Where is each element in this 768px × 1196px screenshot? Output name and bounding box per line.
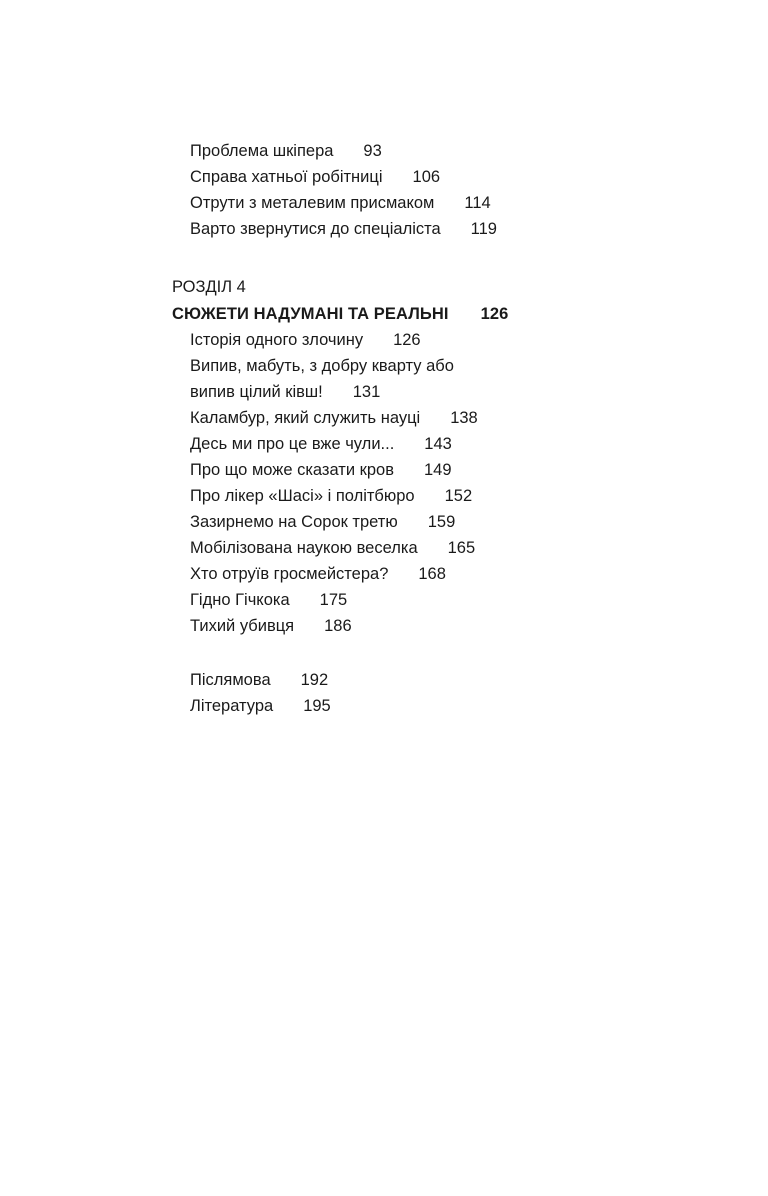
entry-page: 93 [363, 142, 382, 160]
entry-title: Гідно Гічкока [190, 591, 290, 609]
toc-entry[interactable] [190, 405, 478, 431]
entry-title: Каламбур, який служить науці [190, 409, 421, 427]
entry-page: 152 [444, 487, 473, 505]
chapter-label: РОЗДІЛ 4 [172, 278, 246, 296]
toc-entry[interactable] [190, 667, 331, 693]
entry-title: Варто звернутися до спеціаліста [190, 220, 441, 238]
entry-page: 131 [352, 383, 381, 401]
toc-entry[interactable] [190, 190, 497, 216]
entry-title: Історія одного злочину [190, 331, 364, 349]
toc-entry[interactable] [190, 535, 478, 561]
toc-entry[interactable] [190, 164, 497, 190]
entry-title: Про що може сказати кров [190, 461, 394, 479]
toc-entry[interactable] [190, 138, 497, 164]
entry-page: 186 [324, 617, 352, 635]
entry-page: 159 [427, 513, 456, 531]
entry-page: 195 [303, 697, 331, 715]
entry-page: 126 [393, 331, 421, 349]
entry-title: Десь ми про це вже чули... [190, 435, 395, 453]
entry-title-continued: випив цілий ківш! [190, 383, 323, 401]
entry-page: 165 [447, 539, 476, 557]
chapter-items [190, 327, 478, 639]
toc-entry[interactable] [190, 561, 478, 587]
entry-title: Тихий убивця [190, 617, 295, 635]
toc-entry[interactable] [190, 431, 478, 457]
toc-entry[interactable] [190, 483, 478, 509]
entry-page: 149 [423, 461, 452, 479]
toc-entry[interactable] [190, 216, 497, 242]
entry-title: Проблема шкіпера [190, 142, 334, 160]
entry-page: 143 [424, 435, 452, 453]
toc-entry[interactable] [190, 509, 478, 535]
entry-title: Мобілізована наукою веселка [190, 539, 418, 557]
toc-entry[interactable] [190, 353, 478, 405]
entry-page: 138 [450, 409, 478, 427]
entry-title: Хто отруїв гросмейстера? [190, 565, 389, 583]
entry-page: 114 [464, 194, 491, 212]
toc-entry[interactable] [190, 613, 478, 639]
entry-title: Про лікер «Шасі» і політбюро [190, 487, 415, 505]
entry-page: 192 [300, 671, 329, 689]
entry-title: Післямова [190, 671, 271, 689]
entry-page: 175 [319, 591, 348, 609]
chapter-title-text: СЮЖЕТИ НАДУМАНІ ТА РЕАЛЬНІ [172, 305, 449, 323]
entry-title: Отрути з металевим присмаком [190, 194, 435, 212]
entry-title: Випив, мабуть, з добру кварту або [190, 357, 454, 375]
toc-entry[interactable] [190, 327, 478, 353]
previous-chapter-items [190, 138, 497, 242]
chapter-title[interactable] [172, 300, 508, 328]
chapter-heading [172, 274, 508, 328]
back-matter [190, 667, 331, 719]
entry-page: 106 [412, 168, 441, 186]
entry-page: 168 [418, 565, 446, 583]
entry-title: Справа хатньої робітниці [190, 168, 383, 186]
entry-page: 119 [470, 220, 497, 238]
entry-title: Зазирнемо на Сорок третю [190, 513, 398, 531]
toc-entry[interactable] [190, 587, 478, 613]
entry-title: Література [190, 697, 274, 715]
chapter-page: 126 [480, 305, 509, 323]
toc-entry[interactable] [190, 693, 331, 719]
toc-entry[interactable] [190, 457, 478, 483]
